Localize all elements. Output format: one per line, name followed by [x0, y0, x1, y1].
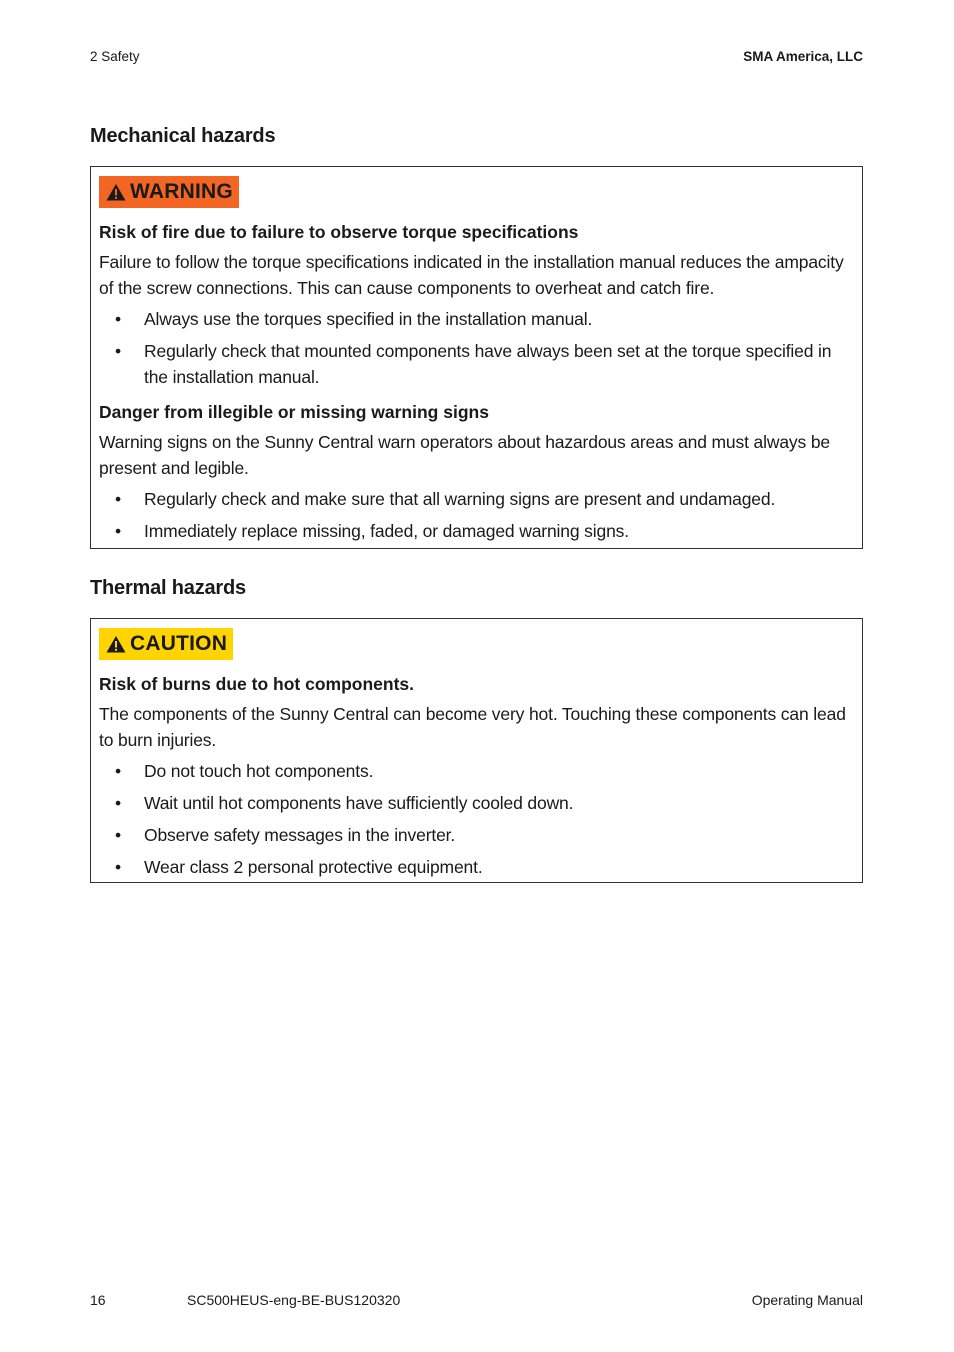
warning-text-signs: Warning signs on the Sunny Central warn operators about hazardous areas and must always be present and legible.	[99, 432, 830, 478]
caution-badge-label: CAUTION	[130, 632, 228, 655]
warning-box	[90, 166, 863, 549]
bullet: •	[115, 857, 121, 877]
warning-text-torque: Failure to follow the torque specifications indicated in the installation manual reduces the ampacity of the screw connections. This can cause components to overheat and catch fire.	[99, 252, 844, 298]
bullet: •	[115, 521, 121, 541]
list-item: • Wear class 2 personal protective equipment.	[99, 855, 854, 881]
bullet: •	[115, 793, 121, 813]
bullet: •	[115, 761, 121, 781]
list-item: • Regularly check and make sure that all warning signs are present and undamaged.	[99, 487, 854, 513]
footer-doc-id: SC500HEUS-eng-BE-BUS120320	[187, 1292, 401, 1308]
warning-badge-label: WARNING	[130, 180, 233, 203]
section-title-thermal: Thermal hazards	[90, 577, 246, 599]
bullet: •	[115, 489, 121, 509]
footer-doc-type: Operating Manual	[751, 1292, 863, 1308]
bullet: •	[115, 825, 121, 845]
list-item: • Regularly check that mounted components have always been set at the torque specified in the installation manual.	[115, 341, 832, 387]
warning-triangle-icon	[106, 183, 126, 201]
header-company: SMA America, LLC	[743, 49, 863, 64]
warning-list-torque	[99, 307, 854, 390]
caution-badge	[99, 628, 233, 660]
list-item: • Immediately replace missing, faded, or damaged warning signs.	[99, 519, 854, 545]
bullet: •	[115, 309, 121, 329]
footer-page-number: 16	[90, 1292, 106, 1308]
warning-badge	[99, 176, 239, 208]
warning-heading-signs: Danger from illegible or missing warning signs	[99, 402, 489, 422]
list-item: • Do not touch hot components.	[99, 759, 854, 785]
list-item: • Always use the torques specified in the installation manual.	[99, 307, 854, 333]
warning-list-signs	[99, 487, 854, 545]
caution-list-burns	[99, 759, 854, 881]
caution-box	[90, 618, 863, 883]
caution-triangle-icon	[106, 635, 126, 653]
caution-text-burns: The components of the Sunny Central can become very hot. Touching these components can lead to burn injuries.	[99, 704, 846, 750]
bullet: •	[115, 341, 121, 361]
list-item: • Observe safety messages in the inverter.	[99, 823, 854, 849]
caution-heading-burns: Risk of burns due to hot components.	[99, 674, 414, 694]
warning-heading-torque: Risk of fire due to failure to observe torque specifications	[99, 222, 579, 242]
header-section: 2 Safety	[90, 49, 140, 64]
list-item: • Wait until hot components have sufficiently cooled down.	[99, 791, 854, 817]
section-title-mechanical: Mechanical hazards	[90, 125, 276, 147]
